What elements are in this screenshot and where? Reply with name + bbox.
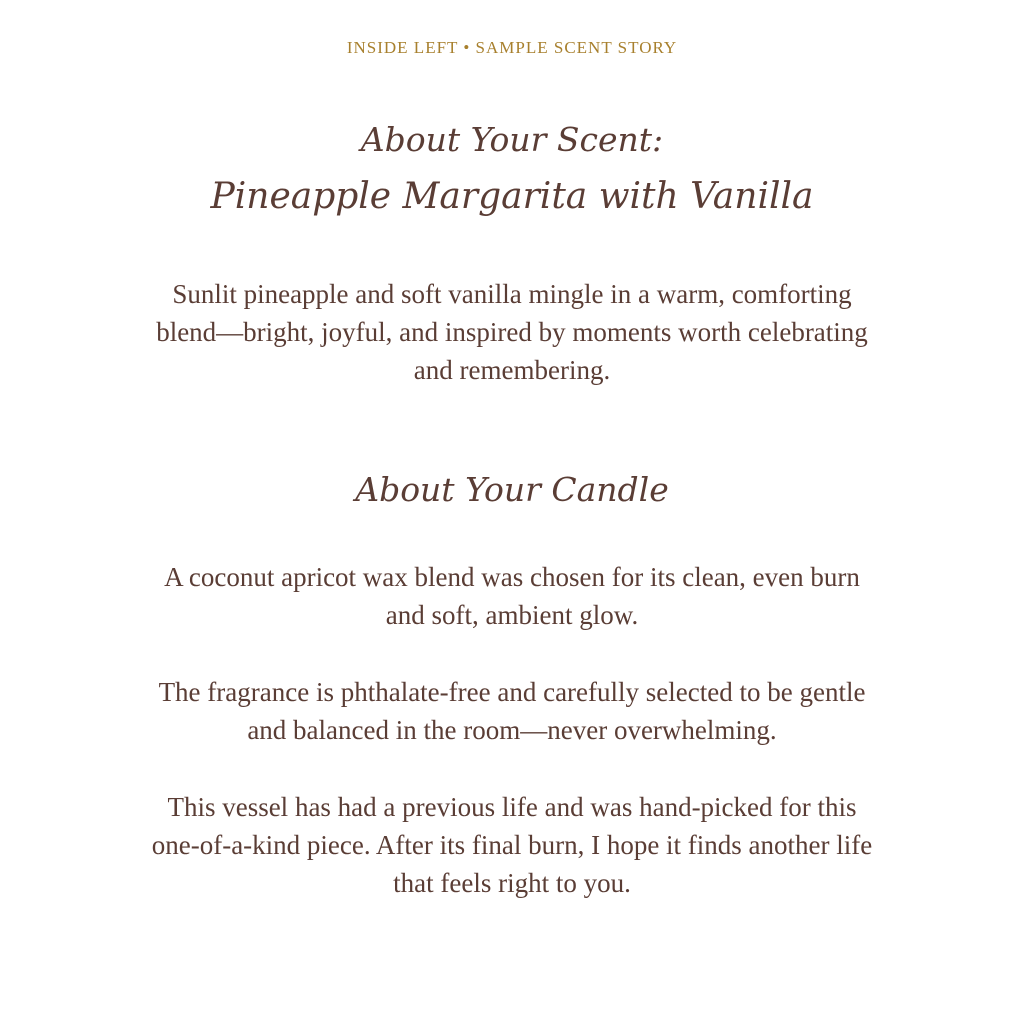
scent-heading: About Your Scent: [360, 120, 664, 159]
candle-paragraph-vessel: This vessel has had a previous life and was hand-picked for this one-of-a-kind piece. After its final burn, I hope it finds another life that feels right to you. [151, 792, 873, 898]
candle-paragraph-fragrance: The fragrance is phthalate-free and carefully selected to be gentle and balanced in the room—never overwhelming. [158, 677, 866, 745]
candle-paragraph-wax: A coconut apricot wax blend was chosen for its clean, even burn and soft, ambient glow. [164, 562, 860, 630]
scent-name-title: Pineapple Margarita with Vanilla [210, 176, 814, 217]
page-eyebrow-label: INSIDE LEFT • SAMPLE SCENT STORY [346, 38, 678, 57]
scent-description: Sunlit pineapple and soft vanilla mingle in a warm, comforting blend—bright, joyful, and inspired by moments worth celebrating and remembering. [156, 279, 868, 385]
candle-heading: About Your Candle [355, 470, 669, 509]
